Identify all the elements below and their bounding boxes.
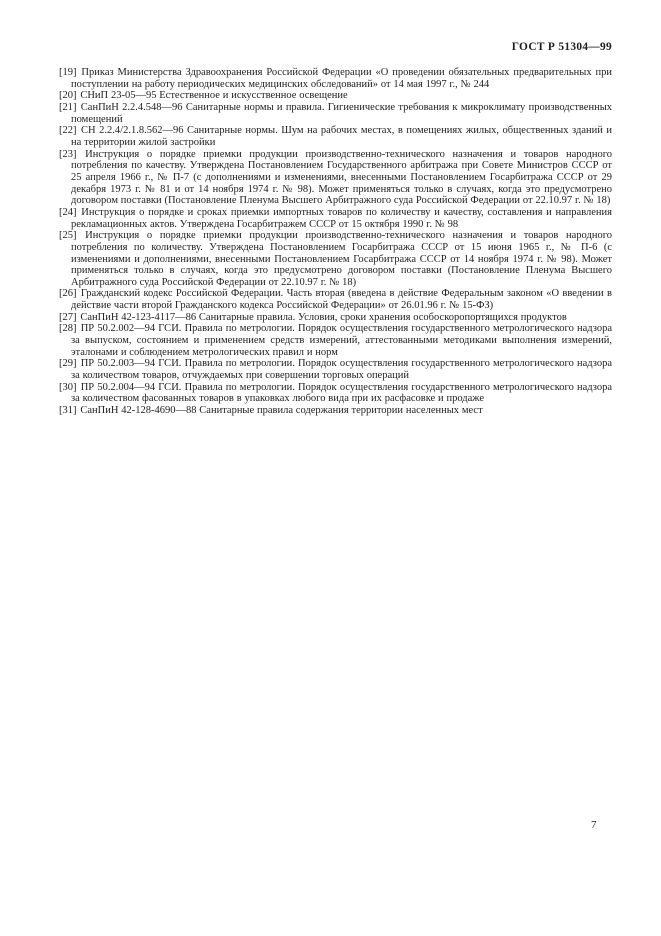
references-list [59, 67, 612, 417]
reference-item [59, 90, 612, 102]
reference-text: ПР 50.2.004—94 ГСИ. Правила по метрологии. Порядок осуществления государственного метрологического надзора за количеством фасованных товаров в упаковках любого вида при их расфасовке и продаже [71, 381, 613, 405]
doc-code-header: ГОСТ Р 51304—99 [511, 41, 612, 53]
reference-number: [28] [59, 323, 77, 335]
reference-item [59, 405, 612, 417]
reference-text: СНиП 23-05—95 Естественное и искусственное освещение [80, 90, 348, 102]
reference-text: СанПиН 42-123-4117—86 Санитарные правила. Условия, сроки хранения особоскоропортящихся продуктов [80, 311, 567, 323]
reference-number: [29] [59, 358, 77, 370]
reference-number: [26] [59, 288, 77, 300]
reference-item [59, 101, 613, 125]
reference-item [59, 358, 613, 382]
reference-item [59, 311, 612, 324]
reference-number: [24] [59, 206, 77, 218]
reference-text: СанПиН 42-128-4690—88 Санитарные правила содержания территории населенных мест [80, 405, 483, 417]
reference-item [59, 206, 613, 230]
reference-number: [22] [59, 125, 77, 137]
reference-text: СН 2.2.4/2.1.8.562—96 Санитарные нормы. Шум на рабочих местах, в помещениях жилых, общественных зданий и на территории жилой застройки [71, 125, 612, 148]
reference-number: [27] [59, 311, 77, 323]
reference-item [59, 381, 613, 405]
reference-number: [23] [59, 148, 77, 160]
reference-item [59, 125, 612, 148]
reference-text: Приказ Министерства Здравоохранения Российской Федерации «О проведении обязательных предварительных при поступлении на работу периодических медицинских обследований» от 14 мая 1997 г., № 244 [71, 67, 613, 90]
reference-item [59, 148, 613, 207]
reference-number: [30] [59, 381, 77, 393]
reference-text: СанПиН 2.2.4.548—96 Санитарные нормы и правила. Гигиенические требования к микроклимату производственных помещений [71, 101, 613, 125]
reference-text: ПР 50.2.002—94 ГСИ. Правила по метрологии. Порядок осуществления государственного метрологического надзора за выпуском, состоянием и применением средств измерений, аттестованными методиками выполнения измерений, эталонами и соблюдением метрологических правил и норм [71, 323, 613, 358]
reference-item [59, 67, 613, 90]
reference-text: Инструкция о порядке и сроках приемки импортных товаров по количеству и качеству, составления и направления рекламационных актов. Утверждена Госарбитражем СССР от 15 октября 1990 г. № 98 [71, 206, 613, 230]
reference-number: [19] [59, 67, 77, 78]
page-number: 7 [591, 819, 597, 831]
reference-text: ПР 50.2.003—94 ГСИ. Правила по метрологии. Порядок осуществления государственного метрологического надзора за количеством товаров, отчуждаемых при совершении торговых операций [71, 358, 613, 382]
reference-number: [31] [59, 405, 77, 417]
reference-text: Гражданский кодекс Российской Федерации. Часть вторая (введена в действие Федеральным законом «О введении в действие части второй Гражданского кодекса Российской Федерации» от 26.01.96 г. № 15-ФЗ) [71, 288, 613, 312]
reference-item [59, 288, 613, 312]
reference-number: [21] [59, 101, 77, 113]
reference-text: Инструкция о порядке приемки продукции производственно-технического назначения и товаров народного потребления по качеству. Утверждена Постановлением Государственного арбитража при Совете Министров СССР от 25 апреля 1966 г., № П-7 (с дополнениями и изменениями, внесенными Постановлением Госарбитража СССР от 29 декабря 1973 г. № 81 и от 14 ноября 1974 г. № 98). Может применяться только в случаях, когда это предусмотрено договором поставки (Постановление Пленума Высшего Арбитражного суда Российской Федерации от 22.10.97 г. № 18) [71, 148, 613, 207]
reference-item [59, 323, 613, 358]
reference-text: Инструкция о порядке приемки продукции производственно-технического назначения и товаров народного потребления по количеству. Утверждена Постановлением Госарбитража СССР от 15 июня 1965 г., № П-6 (с изменениями и дополнениями, внесенными Постановлением Госарбитража СССР от 14 ноября 1974 г. № 98). Может применяться только в случаях, когда это предусмотрено договором поставки (Постановление Пленума Высшего Арбитражного суда Российской Федерации от 22.10.97 г. № 18) [71, 230, 613, 288]
reference-number: [25] [59, 230, 77, 242]
reference-item [59, 230, 613, 288]
reference-number: [20] [59, 90, 77, 102]
